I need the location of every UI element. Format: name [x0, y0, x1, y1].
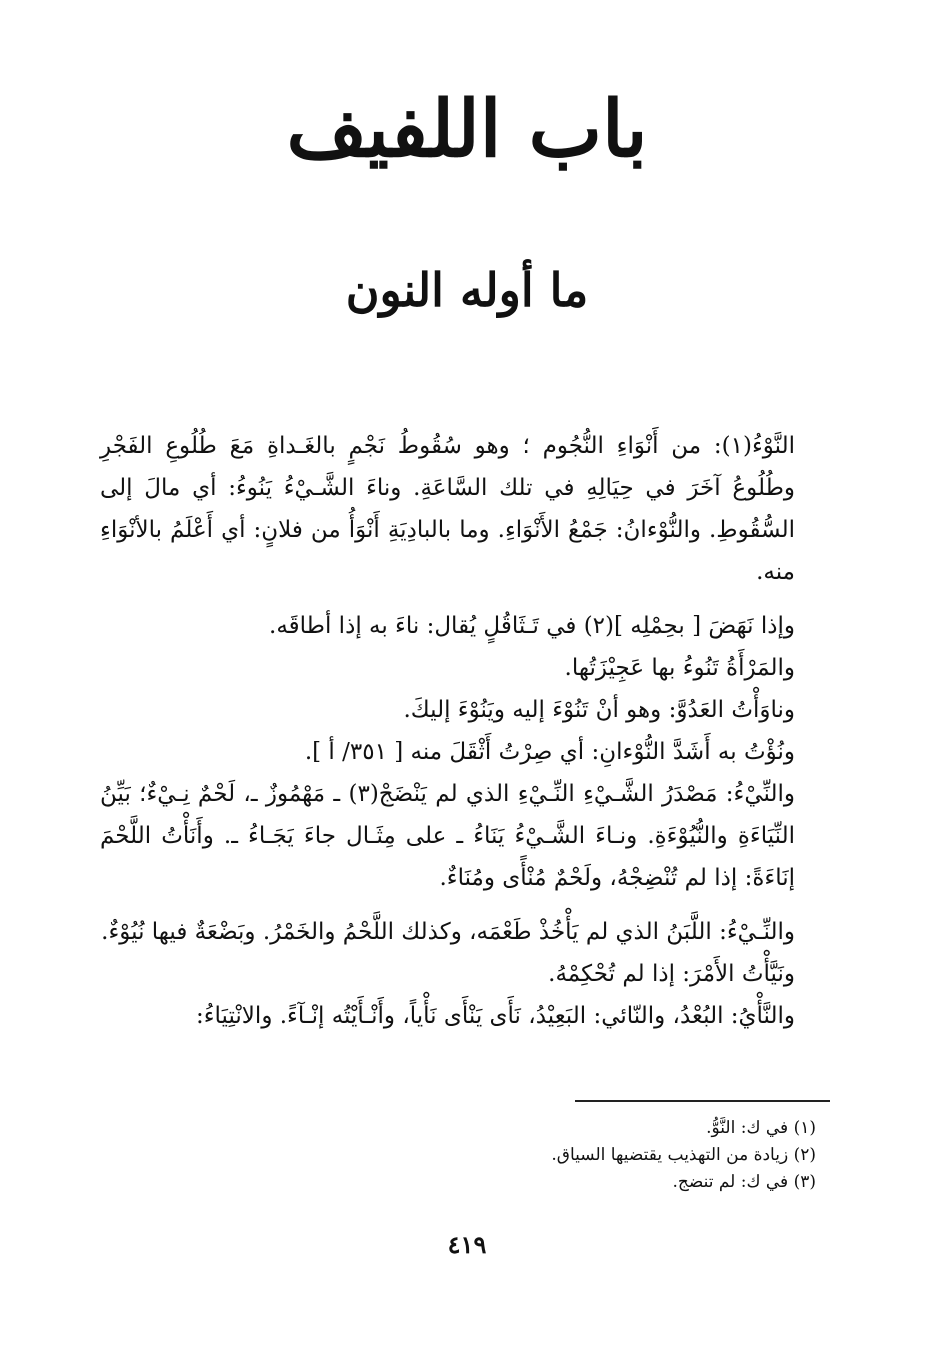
- paragraph: ونُؤْتُ به أَشَدَّ النُّوْءانِ: أي صِرْتُ أَثْقَلَ منه [ ٣٥١/ أ ].: [304, 739, 795, 765]
- paragraph: والنِّيْءُ: مَصْدَرُ الشَّـيْءِ النِّـيْءِ الذي لم يَنْضَجْ(٣) ـ مَهْمُوزٌ ـ، لَحْمٌ نِـيْءٌ؛ بَيِّنُ النِّيَاءَةِ والنُّيُوْءَةِ. ونـاءَ الشَّـيْءُ يَنَاءُ ـ على مِثَـال جاءَ يَجَـاءُ ـ. وأَنَأْتُ اللَّحْمَ إنَاءَةً: إذا لم تُنْضِجْهُ، ولَحْمٌ مُنْأًى ومُنَاءٌ.: [100, 781, 795, 891]
- footnote: (١) في ك: النَّوُّ.: [706, 1118, 816, 1138]
- page-number: ٤١٩: [447, 1230, 487, 1259]
- footnote-divider: [575, 1100, 830, 1102]
- body-text: [100, 425, 835, 1037]
- paragraph: والمَرْأَةُ تَنُوءُ بها عَجِيْزَتُها.: [564, 655, 795, 681]
- paragraph: وإذا نَهَضَ [ بحِمْلِه ](٢) في تَـثَاقُلٍ يُقال: ناءَ به إذا أطاقَه.: [269, 613, 795, 639]
- footnote: (٢) زيادة من التهذيب يقتضيها السياق.: [551, 1145, 816, 1165]
- paragraph: ونَيَّأْتُ الأَمْرَ: إذا لم تُحْكِمْهُ.: [548, 961, 795, 987]
- paragraph: النَّوْءُ(١): من أَنْوَاءِ النُّجُوم ؛ وهو سُقُوطُ نَجْمٍ بالغَـداةِ مَعَ طُلُوعِ الفَجْرِ وطُلُوعُ آخَرَ في حِيَالِهِ في تلك السَّاعَةِ. وناءَ الشَّـيْءُ يَنُوءُ: أي مالَ إلى السُّقُوطِ. والنُّوْءانُ: جَمْعُ الأَنْوَاءِ. وما بالبادِيَةِ أَنْوَأُ من فلانٍ: أي أَعْلَمُ بالأنْوَاءِ منه.: [100, 433, 795, 585]
- paragraph: وناوَأْتُ العَدُوَّ: وهو أنْ تَنُوْءَ إليه ويَنُوْءَ إليكَ.: [403, 697, 795, 723]
- footnotes: [416, 1115, 816, 1196]
- chapter-title: باب اللفيف: [286, 84, 648, 175]
- paragraph: والنَّأْيُ: البُعْدُ، والنّائي: البَعِيْدُ، نَأَى يَنْأَى نَأْياً، وأَنْـأَيْتُه إنْـآءً. والانْتِيَاءُ:: [195, 1003, 795, 1029]
- footnote: (٣) في ك: لم تنضج.: [672, 1172, 816, 1192]
- section-title: ما أوله النون: [345, 263, 589, 317]
- paragraph: والنِّـيْءُ: اللَّبَنُ الذي لم يَأْخُذْ طَعْمَه، وكذلك اللَّحْمُ والخَمْرُ. وبَضْعَةٌ فيها نُيُوْءٌ.: [101, 919, 795, 945]
